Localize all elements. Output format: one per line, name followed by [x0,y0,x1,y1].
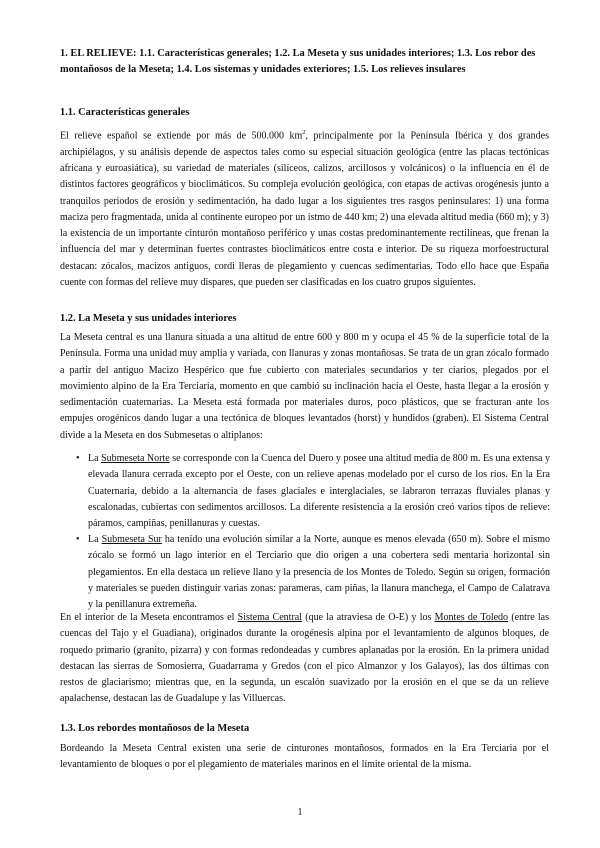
page-number: 1 [297,807,303,818]
bullet-submeseta-sur [76,532,551,613]
bullet2-prefix: La [88,534,102,545]
bullet-submeseta-norte [76,451,551,532]
bullet2-text: ha tenido una evolución similar a la Norte, aunque es menos elevada (650 m). Sobre el mismo zócalo se formó un lago interior en el Terciario que dio origen a una cobertera sedi mentaria horizontal sin plegamientos. En ella destaca un relieve llano y la presencia de los Montes de Toledo. Según su origen, formación y materiales se pueden distinguir varias zonas: parameras, cam piñas, la llanura manchega, el Campo de Calatrava y la penillanura extremeña. [88,534,551,611]
closing-middle: (que la atraviesa de O-E) y los [302,612,435,623]
submeseta-norte-term: Submeseta Norte [101,453,170,464]
closing-prefix: En el interior de la Meseta encontramos el [60,612,238,623]
bullet-dot: • [76,453,80,464]
bullet1-prefix: La [88,453,102,464]
closing-text: (entre las cuencas del Tajo y el Guadiana), originados durante la orogénesis alpina por el levantamiento de algunos bloques, de roquedo primario (granito, pizarra) y con formas redondeadas y cumbres aplanadas por la erosión. En la primera unidad destacan las sierras de Somosierra, Guadarrama y Gredos (con el pico Almanzor y los Galayos), las dos últimas con restos de glaciarismo; mientras que, en la segunda, un escalón suavizado por la erosión en el que se da un relieve apalachense, destacan las de Guadalupe y las Villuercas. [60,612,549,705]
bullet-dot: • [76,534,80,545]
sistema-central-term: Sistema Central [237,612,302,623]
submeseta-sur-term: Submeseta Sur [101,534,162,545]
section-1-2-title: 1.2. La Meseta y sus unidades interiores [60,313,237,324]
section-1-1-text-rest: , principalmente por la Península Ibérica y dos grandes archipiélagos, y su análisis depende de aspectos tales como su especial situación geológica (entre las placas tectónicas africana y euroasiática), su variedad de materiales (silíceos, calizos, arcillosos y volcánicos) o la influencia en él de distintos factores geográficos y bioclimáticos. Su compleja evolución geológica, con etapas de activas orogénesis junto a tranquilos periodos de erosión y sedimentación, ha dado lugar a los siguientes tres rasgos peninsulares: 1) una forma maciza pero fragmentada, unida al continente europeo por un istmo de 440 km; 2) una elevada altitud media (660 m); y 3) la existencia de un importante cinturón montañoso periférico y unas costas predominantemente rectilíneas, que frenan la influencia del mar y determinan fuertes contrastes bioclimáticos entre costa e interior. De su riqueza morfoestructural destacan: zócalos, macizos antiguos, cordi lleras de plegamiento y cuencas sedimentarias. Todo ello hace que España cuente con formas del relieve muy dispares, que pueden ser clasificadas en los cuatro grupos siguientes. [60,130,549,288]
superscript-2: 2 [302,129,306,136]
main-heading: 1. EL RELIEVE: 1.1. Características generales; 1.2. La Meseta y sus unidades interiores; 1.3. Los rebor des montañosos de la Meseta; 1.4. Los sistemas y unidades exteriores; 1.5. Los relieves insulares [60,48,536,75]
section-1-3-title: 1.3. Los rebordes montañosos de la Meseta [60,723,250,734]
section-1-2-intro: La Meseta central es una llanura situada a una altitud de entre 600 y 800 m y ocupa el 45 % de la superficie total de la Península. Forma una unidad muy amplia y variada, con llanuras y zonas montañosas. Se trata de un gran zócalo formado a partir del antiguo Macizo Hespérico que fue cubierto con materiales secundarios y ter ciarios, plegados por el movimiento alpino de la Era Terciaria, momento en que cambió su inclinación hacia el Oeste, hasta llegar a la erosión y sedimentación cuaternarias. La Meseta está formada por materiales duros, poco plásticos, que se fracturan ante los empujes orogénicos dando lugar a una tectónica de bloques levantados (horst) y hundidos (graben). El Sistema Central divide a la Meseta en dos Submesetas o altiplanos: [60,332,549,441]
montes-de-toledo-term: Montes de Toledo [434,612,509,623]
section-1-2-closing [60,610,549,708]
section-1-1-title: 1.1. Características generales [60,107,190,118]
section-1-1-paragraph [60,125,549,291]
section-1-1-text-start: El relieve español se extiende por más de 500.000 km [60,130,303,142]
section-1-3-paragraph: Bordeando la Meseta Central existen una serie de cinturones montañosos, formados en la Era Terciaria por el levantamiento de bloques o por el plegamiento de materiales marinos en el límite oriental de la misma. [60,743,549,771]
bullet1-text: se corresponde con la Cuenca del Duero y posee una altitud media de 800 m. Es una extensa y elevada llanura cerrada excepto por el Oeste, con un relieve apenas modelado por el curso de los ríos. En la Era Cuaternaria, debido a la alternancia de fases glaciales e interglaciales, se labraron terrazas fluviales planas y escalonadas, cubiertas con sedimentos arcillosos. La diferente resistencia a la erosión creó varios tipos de relieve: páramos, campiñas, penillanuras y cuestas. [88,453,551,530]
